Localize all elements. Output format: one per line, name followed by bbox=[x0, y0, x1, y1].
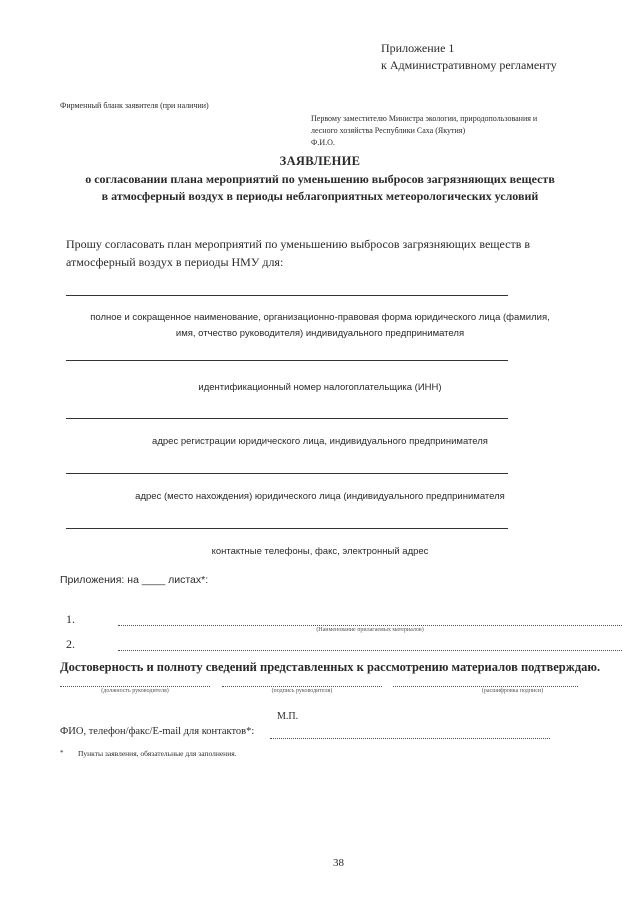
request-text-line-2: атмосферный воздух в периоды НМУ для: bbox=[66, 255, 284, 269]
contacts-input[interactable] bbox=[270, 738, 550, 739]
document-subtitle-line-2: в атмосферный воздух в периоды неблагоприятных метеорологических условий bbox=[101, 189, 539, 203]
contacts-label: ФИО, телефон/факс/E-mail для контактов*: bbox=[60, 726, 255, 737]
stamp-mark: М.П. bbox=[277, 711, 299, 722]
signature-decoding-line[interactable] bbox=[393, 686, 578, 687]
inn-input-line[interactable] bbox=[66, 360, 508, 361]
org-name-input-line[interactable] bbox=[66, 295, 508, 296]
appendix-line-2: к Административному регламенту bbox=[381, 58, 557, 72]
org-name-caption-line-2: имя, отчество руководителя) индивидуального предпринимателя bbox=[175, 328, 465, 339]
attachment-item-1-number: 1. bbox=[66, 612, 75, 626]
signature-decoding-caption: (расшифровка подписи) bbox=[481, 688, 544, 694]
attachment-item-2-input-line[interactable] bbox=[118, 650, 622, 651]
addressee-fio: Ф.И.О. bbox=[311, 138, 335, 147]
attachment-item-caption: (Наименование прилагаемых материалов) bbox=[316, 627, 424, 633]
inn-caption: идентификационный номер налогоплательщика (ИНН) bbox=[198, 382, 442, 393]
letterhead-note: Фирменный бланк заявителя (при наличии) bbox=[60, 101, 209, 110]
attachment-item-1-input-line[interactable] bbox=[118, 625, 622, 626]
request-text-line-1: Прошу согласовать план мероприятий по уменьшению выбросов загрязняющих веществ в bbox=[66, 237, 531, 251]
attachments-label: Приложения: на ____ листах*: bbox=[60, 574, 209, 586]
contacts-input-line[interactable] bbox=[66, 528, 508, 529]
location-address-input-line[interactable] bbox=[66, 473, 508, 474]
registration-address-caption: адрес регистрации юридического лица, индивидуального предпринимателя bbox=[152, 436, 488, 447]
footnote-mark: * bbox=[60, 749, 64, 757]
location-address-caption: адрес (место нахождения) юридического лица (индивидуального предпринимателя bbox=[135, 491, 505, 502]
footnote-text: Пункты заявления, обязательные для заполнения. bbox=[78, 749, 237, 758]
registration-address-input-line[interactable] bbox=[66, 418, 508, 419]
position-caption: (должность руководителя) bbox=[101, 688, 169, 694]
signature-line[interactable] bbox=[222, 686, 382, 687]
position-signature-line[interactable] bbox=[60, 686, 210, 687]
addressee-line-2: лесного хозяйства Республики Саха (Якутия) bbox=[311, 126, 466, 135]
document-subtitle-line-1: о согласовании плана мероприятий по уменьшению выбросов загрязняющих веществ bbox=[85, 172, 555, 186]
addressee-line-1: Первому заместителю Министра экологии, природопользования и bbox=[311, 114, 538, 123]
org-name-caption-line-1: полное и сокращенное наименование, организационно-правовая форма юридического лица (фамилия, bbox=[90, 312, 550, 323]
document-title: ЗАЯВЛЕНИЕ bbox=[279, 154, 361, 168]
signature-caption: (подпись руководителя) bbox=[271, 688, 333, 694]
page-number: 38 bbox=[333, 857, 344, 869]
certification-statement: Достоверность и полноту сведений представленных к рассмотрению материалов подтверждаю. bbox=[60, 660, 601, 674]
appendix-line-1: Приложение 1 bbox=[381, 41, 455, 55]
contacts-caption: контактные телефоны, факс, электронный адрес bbox=[211, 546, 429, 557]
attachment-item-2-number: 2. bbox=[66, 637, 75, 651]
